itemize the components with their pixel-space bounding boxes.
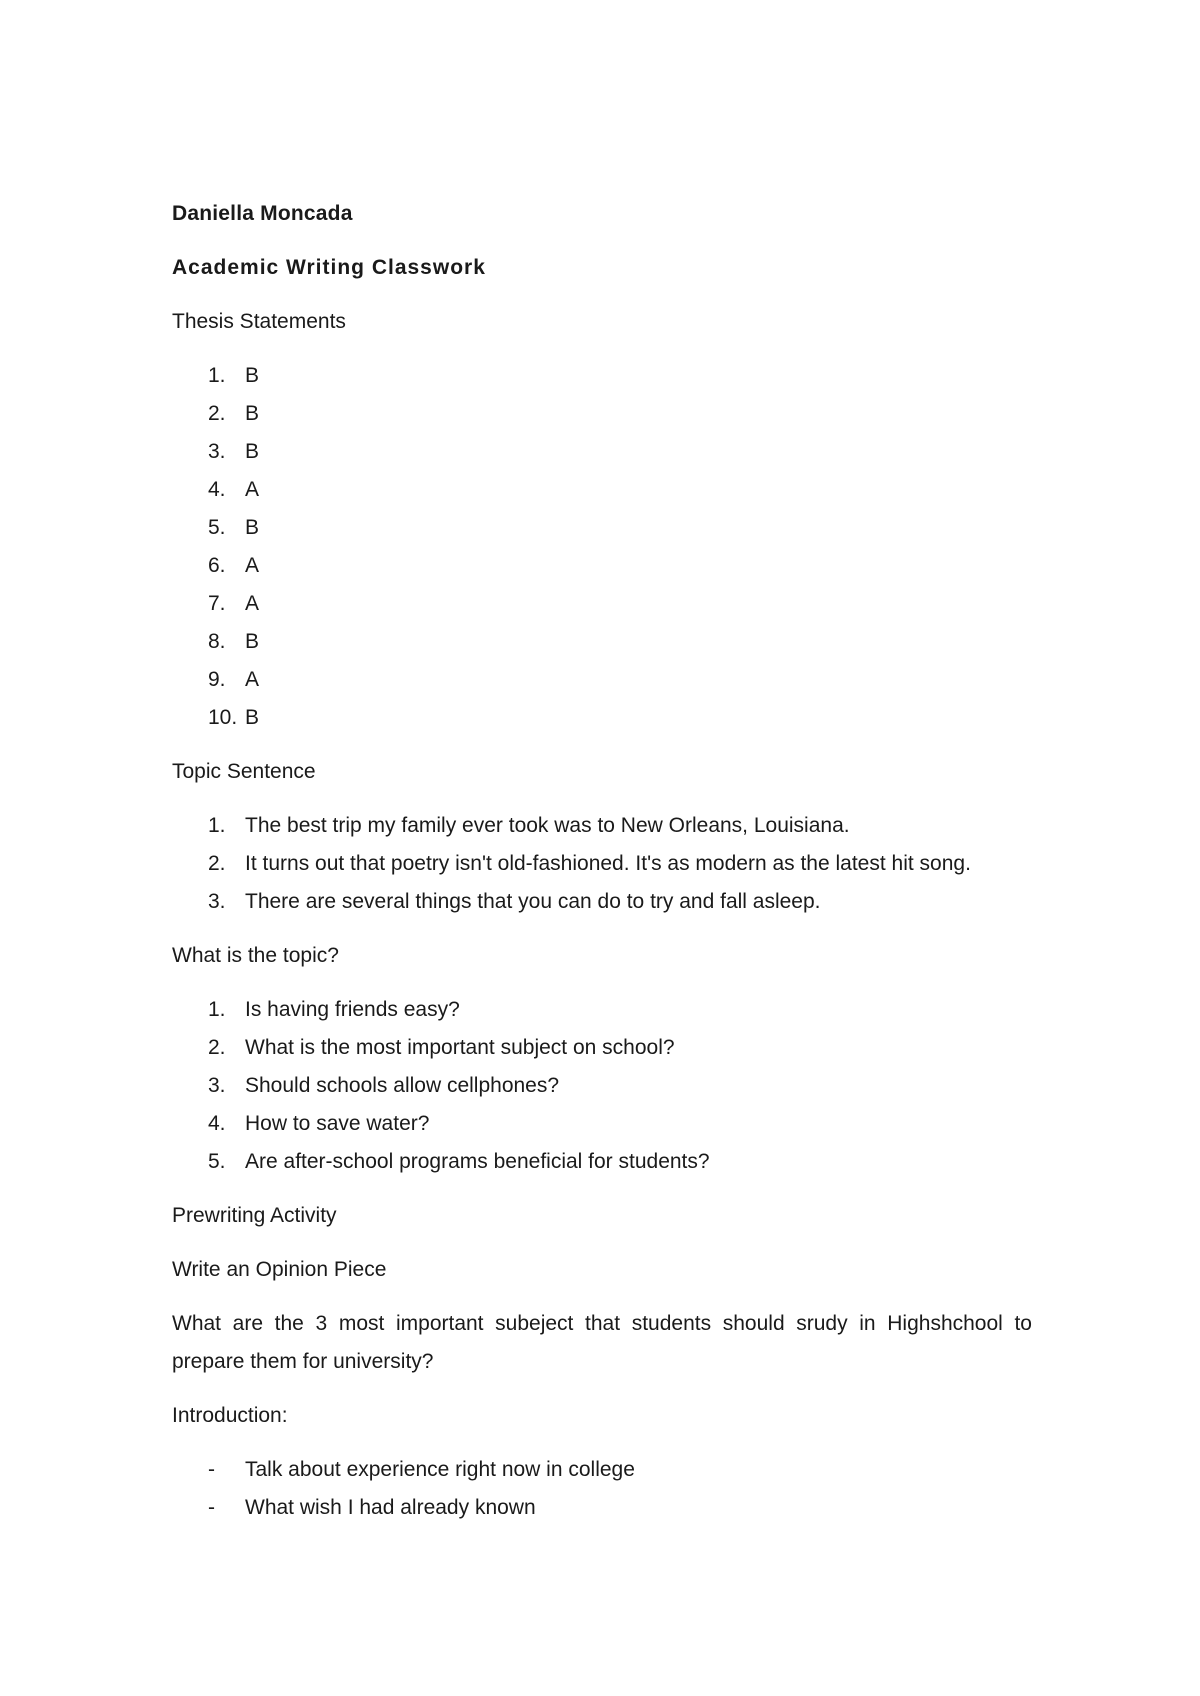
list-item-text: What wish I had already known [245, 1496, 536, 1519]
list-marker: 1. [208, 814, 226, 837]
list-item [172, 1451, 1032, 1489]
list-marker: 2. [208, 402, 226, 425]
list-item-text: A [245, 554, 260, 577]
topic-sentence-heading: Topic Sentence [172, 760, 316, 783]
list-item-text: What is the most important subject on school? [245, 1036, 675, 1059]
list-item-text: B [245, 440, 260, 463]
list-item [172, 883, 1032, 921]
list-item [172, 1143, 1032, 1181]
list-marker: 1. [208, 364, 226, 387]
list-item-text: B [245, 402, 260, 425]
list-item-text: Talk about experience right now in college [245, 1458, 635, 1481]
list-marker: - [208, 1458, 215, 1481]
course-title: Academic Writing Classwork [172, 256, 486, 279]
list-marker: 2. [208, 1036, 226, 1059]
list-item [172, 661, 1032, 699]
list-item-text: B [245, 706, 260, 729]
list-marker: 4. [208, 478, 226, 501]
prewriting-heading: Prewriting Activity [172, 1204, 337, 1227]
list-item [172, 807, 1032, 845]
list-marker: 1. [208, 998, 226, 1021]
list-marker: 2. [208, 852, 226, 875]
list-marker: 6. [208, 554, 226, 577]
prewriting-question: What are the 3 most important subeject that students should srudy in Highshchool to prepare them for university? [172, 1312, 1032, 1373]
list-marker: 3. [208, 440, 226, 463]
author-name: Daniella Moncada [172, 202, 353, 225]
list-marker: 3. [208, 1074, 226, 1097]
list-item [172, 845, 1032, 883]
topic-question-list [172, 991, 1032, 1181]
list-item [172, 471, 1032, 509]
list-item-text: B [245, 516, 260, 539]
introduction-label: Introduction: [172, 1404, 288, 1427]
list-item [172, 509, 1032, 547]
list-item-text: A [245, 668, 260, 691]
list-marker: - [208, 1496, 215, 1519]
thesis-heading: Thesis Statements [172, 310, 346, 333]
list-marker: 9. [208, 668, 226, 691]
list-item-text: It turns out that poetry isn't old-fashioned. It's as modern as the latest hit song. [245, 852, 971, 875]
list-item [172, 1105, 1032, 1143]
list-item-text: A [245, 478, 260, 501]
list-marker: 5. [208, 1150, 226, 1173]
thesis-list [172, 357, 1032, 737]
list-item [172, 699, 1032, 737]
list-item-text: How to save water? [245, 1112, 430, 1135]
list-item [172, 1489, 1032, 1527]
list-item [172, 433, 1032, 471]
list-item [172, 1029, 1032, 1067]
list-item-text: A [245, 592, 260, 615]
list-item-text: The best trip my family ever took was to New Orleans, Louisiana. [245, 814, 850, 837]
list-item-text: There are several things that you can do to try and fall asleep. [245, 890, 821, 913]
list-item-text: B [245, 364, 260, 387]
document-content [172, 195, 1032, 1543]
list-item-text: B [245, 630, 260, 653]
topic-question-heading: What is the topic? [172, 944, 339, 967]
list-item [172, 1067, 1032, 1105]
introduction-list [172, 1451, 1032, 1527]
list-item [172, 623, 1032, 661]
list-marker: 10. [208, 706, 238, 729]
list-item [172, 395, 1032, 433]
list-item-text: Are after-school programs beneficial for students? [245, 1150, 710, 1173]
topic-sentence-list [172, 807, 1032, 921]
list-item [172, 357, 1032, 395]
list-item [172, 991, 1032, 1029]
list-item-text: Should schools allow cellphones? [245, 1074, 560, 1097]
list-item-text: Is having friends easy? [245, 998, 460, 1021]
list-marker: 5. [208, 516, 226, 539]
list-marker: 7. [208, 592, 226, 615]
list-marker: 8. [208, 630, 226, 653]
prewriting-subheading: Write an Opinion Piece [172, 1258, 387, 1281]
list-item [172, 585, 1032, 623]
list-item [172, 547, 1032, 585]
list-marker: 4. [208, 1112, 226, 1135]
list-marker: 3. [208, 890, 226, 913]
